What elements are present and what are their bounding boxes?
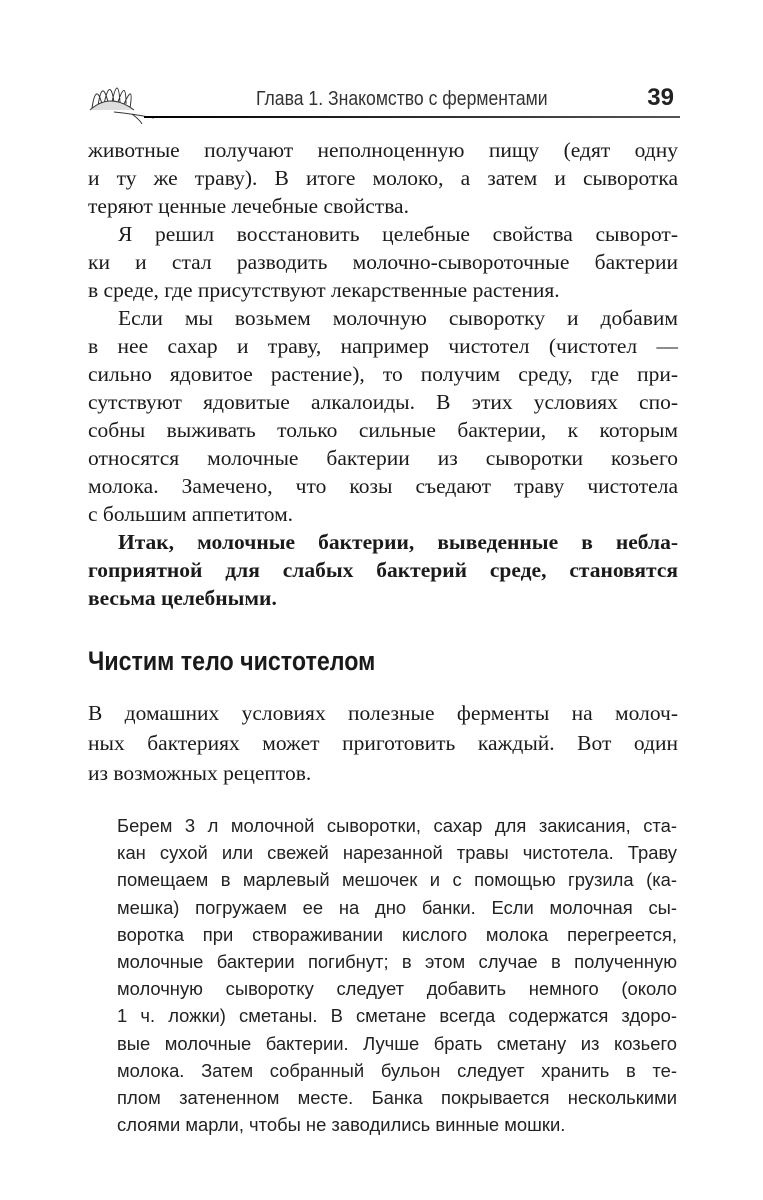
- text-line: Берем 3 л молочной сыворотки, сахар для закисания, ста-: [117, 815, 677, 836]
- text-line: ных бактериях может приготовить каждый. Вот один: [88, 731, 678, 755]
- text-line: Если мы возьмем молочную сыворотку и добавим: [118, 306, 678, 330]
- paragraph: [88, 304, 678, 528]
- text-line: воротка при створаживании кислого молока перегреется,: [117, 923, 677, 945]
- text-line: молока. Замечено, что козы съедают траву чистотела: [88, 474, 678, 498]
- text-line: собны выживать только сильные бактерии, к которым: [88, 418, 678, 442]
- text-line: ки и стал разводить молочно-сывороточные бактерии: [88, 250, 678, 274]
- paragraph: [88, 220, 678, 304]
- text-line: гоприятной для слабых бактерий среде, становятся: [88, 558, 678, 582]
- text-line: молочные бактерии погибнут; в этом случае в полученную: [117, 951, 677, 973]
- text-line: сильно ядовитое растение), то получим среду, где при-: [88, 362, 678, 386]
- text-line: В домашних условиях полезные ферменты на молоч-: [88, 701, 678, 725]
- page-number: 39: [647, 84, 674, 111]
- text-line: животные получают неполноценную пищу (едят одну: [88, 138, 678, 162]
- paragraph: [88, 136, 678, 220]
- text-line: с большим аппетитом.: [88, 502, 294, 526]
- text-line: Итак, молочные бактерии, выведенные в небла-: [118, 530, 678, 554]
- recipe-block: [117, 812, 677, 1138]
- text-line: относятся молочные бактерии из сыворотки козьего: [88, 446, 678, 470]
- text-line: помещаем в марлевый мешочек и с помощью грузила (ка-: [117, 869, 677, 891]
- text-line: в нее сахар и траву, например чистотел (чистотел —: [88, 334, 678, 358]
- section-intro: [88, 698, 678, 788]
- text-line: кан сухой или свежей нарезанной травы чистотела. Траву: [117, 842, 677, 864]
- text-line: мешка) погружаем ее на дно банки. Если молочная сы-: [117, 896, 677, 918]
- text-line: в среде, где присутствуют лекарственные растения.: [88, 278, 560, 302]
- text-line: теряют ценные лечебные свойства.: [88, 194, 409, 218]
- text-line: слоями марли, чтобы не заводились винные мошки.: [117, 1114, 566, 1136]
- text-line: вые молочные бактерии. Лучше брать сметану из козьего: [117, 1032, 677, 1054]
- text-line: из возможных рецептов.: [88, 761, 312, 785]
- text-line: Я решил восстановить целебные свойства сыворот-: [118, 222, 678, 246]
- text-line: весьма целебными.: [88, 586, 277, 610]
- section-heading: Чистим тело чистотелом: [88, 646, 376, 676]
- running-header: [84, 74, 680, 124]
- text-line: и ту же траву). В итоге молоко, а затем и сыворотка: [88, 166, 678, 190]
- header-rule: [144, 116, 680, 118]
- text-line: плом затененном месте. Банка покрывается несколькими: [117, 1087, 677, 1109]
- bold-paragraph: [88, 528, 678, 612]
- body-text: [88, 136, 678, 612]
- chapter-title: Глава 1. Знакомство с ферментами: [256, 88, 548, 110]
- text-line: сутствуют ядовитые алкалоиды. В этих условиях спо-: [88, 390, 678, 414]
- text-line: молока. Затем собранный бульон следует хранить в те-: [117, 1059, 677, 1081]
- text-line: 1 ч. ложки) сметаны. В сметане всегда содержатся здоро-: [117, 1005, 677, 1027]
- text-line: молочную сыворотку следует добавить немного (около: [117, 978, 677, 1000]
